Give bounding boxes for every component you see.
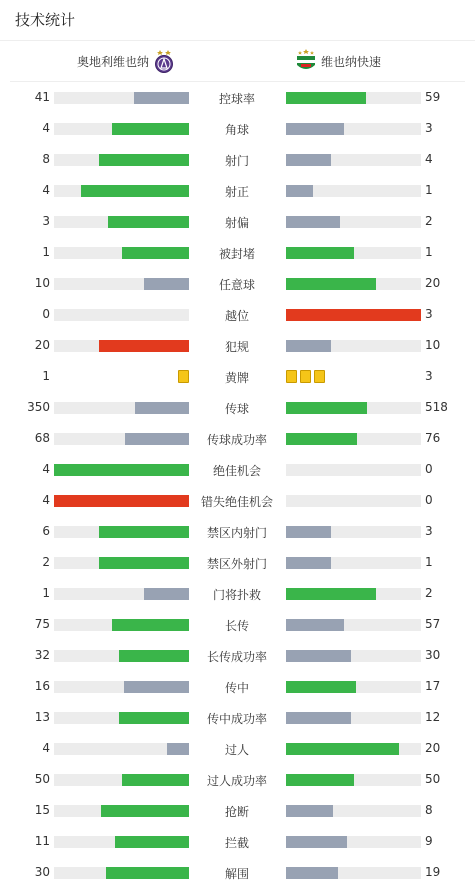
away-bar-fill [286,588,376,600]
stat-label: 过人成功率 [206,774,267,788]
stat-label: 长传 [224,619,249,633]
away-value: 1 [425,245,433,259]
stat-label: 禁区内射门 [206,526,267,540]
away-bar-track [286,526,421,538]
away-value: 0 [425,462,433,476]
away-value: 2 [425,586,433,600]
home-value: 4 [42,462,50,476]
away-value: 3 [425,524,433,538]
stat-row [0,454,475,485]
stat-row [0,113,475,144]
away-bar-track [286,464,421,476]
stat-row [0,671,475,702]
away-value: 17 [425,679,441,693]
stat-row [0,330,475,361]
away-bar-track [286,650,421,662]
away-yellow-cards [286,370,325,383]
away-value: 3 [425,121,433,135]
home-bar-track [54,402,189,414]
home-yellow-cards [178,370,189,383]
stat-label: 错失绝佳机会 [200,495,273,509]
away-bar-fill [286,712,351,724]
home-bar-track [54,588,189,600]
home-value: 32 [34,648,50,662]
home-value: 41 [34,90,50,104]
home-team-crest-icon [153,49,175,73]
home-value: 15 [34,803,50,817]
home-bar-fill [112,619,189,631]
away-bar-fill [286,123,344,135]
away-bar-fill [286,774,354,786]
away-bar-track [286,805,421,817]
away-bar-track [286,309,421,321]
home-value: 50 [34,772,50,786]
home-value: 1 [42,245,50,259]
stat-row [0,175,475,206]
stat-label: 门将扑救 [212,588,261,602]
away-value: 2 [425,214,433,228]
home-bar-fill [54,495,189,507]
away-value: 50 [425,772,441,786]
away-bar-track [286,743,421,755]
stat-label: 长传成功率 [206,650,267,664]
home-bar-track [54,495,189,507]
home-bar-fill [144,588,189,600]
away-bar-track [286,774,421,786]
home-bar-track [54,867,189,879]
home-value: 6 [42,524,50,538]
away-bar-fill [286,402,367,414]
stat-row [0,795,475,826]
stat-label: 角球 [224,123,249,137]
stat-label: 射门 [224,154,249,168]
stat-label: 拦截 [224,836,249,850]
stat-label: 任意球 [218,278,255,292]
away-value: 518 [425,400,448,414]
away-value: 3 [425,369,433,383]
away-value: 10 [425,338,441,352]
home-value: 16 [34,679,50,693]
yellow-card-icon [314,370,325,383]
home-value: 4 [42,741,50,755]
stat-row [0,392,475,423]
stat-label: 传球 [224,402,249,416]
stat-label: 射正 [224,185,249,199]
away-bar-track [286,588,421,600]
home-value: 8 [42,152,50,166]
home-bar-fill [54,464,189,476]
stat-row [0,144,475,175]
stat-label: 被封堵 [218,247,255,261]
stat-label: 解围 [224,867,249,881]
away-bar-fill [286,557,331,569]
home-bar-fill [122,774,190,786]
home-value: 10 [34,276,50,290]
home-bar-fill [101,805,189,817]
home-bar-fill [99,340,189,352]
home-bar-track [54,433,189,445]
stat-row [0,733,475,764]
away-value: 76 [425,431,441,445]
stat-label: 越位 [224,309,249,323]
yellow-card-icon [178,370,189,383]
stat-row [0,299,475,330]
stat-row [0,857,475,888]
yellow-card-icon [286,370,297,383]
away-value: 57 [425,617,441,631]
away-value: 19 [425,865,441,879]
home-value: 13 [34,710,50,724]
home-bar-track [54,154,189,166]
home-value: 350 [27,400,50,414]
stat-label: 抢断 [224,805,249,819]
away-team[interactable] [291,41,381,81]
home-value: 1 [42,586,50,600]
home-value: 4 [42,121,50,135]
home-team-name: 奥地利维也纳 [76,54,149,69]
home-bar-fill [106,867,189,879]
stat-row [0,547,475,578]
page-title: 技术统计 [0,0,475,41]
away-bar-fill [286,650,351,662]
stat-label: 传中成功率 [206,712,267,726]
stat-row [0,609,475,640]
away-bar-fill [286,216,340,228]
away-bar-track [286,712,421,724]
yellow-card-icon [300,370,311,383]
away-value: 0 [425,493,433,507]
home-bar-track [54,340,189,352]
home-bar-fill [115,836,189,848]
away-bar-track [286,867,421,879]
home-value: 11 [34,834,50,848]
stat-row [0,764,475,795]
away-bar-fill [286,805,333,817]
home-bar-fill [122,247,190,259]
away-value: 8 [425,803,433,817]
home-bar-track [54,123,189,135]
home-value: 1 [42,369,50,383]
stat-row [0,516,475,547]
away-bar-track [286,433,421,445]
stat-label: 传球成功率 [206,433,267,447]
home-value: 0 [42,307,50,321]
away-value: 1 [425,555,433,569]
away-value: 20 [425,741,441,755]
stat-row [0,640,475,671]
home-bar-fill [112,123,189,135]
stat-row [0,485,475,516]
home-value: 20 [34,338,50,352]
away-value: 59 [425,90,441,104]
stat-label: 传中 [224,681,249,695]
away-value: 4 [425,152,433,166]
away-bar-fill [286,309,421,321]
stat-label: 射偏 [224,216,249,230]
home-value: 4 [42,183,50,197]
away-value: 9 [425,834,433,848]
home-bar-fill [99,154,189,166]
stat-row [0,423,475,454]
away-bar-track [286,836,421,848]
away-value: 12 [425,710,441,724]
away-bar-track [286,681,421,693]
away-bar-fill [286,154,331,166]
home-bar-track [54,774,189,786]
away-bar-track [286,154,421,166]
home-bar-track [54,805,189,817]
home-bar-track [54,557,189,569]
home-value: 68 [34,431,50,445]
away-bar-track [286,185,421,197]
home-bar-track [54,464,189,476]
home-bar-track [54,216,189,228]
away-bar-track [286,495,421,507]
stat-row [0,268,475,299]
away-team-crest-icon [295,49,317,73]
away-team-name: 维也纳快速 [321,54,382,69]
away-bar-fill [286,433,357,445]
home-bar-track [54,92,189,104]
away-value: 30 [425,648,441,662]
home-bar-fill [135,402,189,414]
home-bar-track [54,681,189,693]
away-value: 3 [425,307,433,321]
stat-row [0,702,475,733]
home-team[interactable] [77,41,179,81]
away-bar-track [286,619,421,631]
home-bar-fill [99,557,189,569]
away-bar-track [286,340,421,352]
home-bar-fill [134,92,189,104]
home-value: 4 [42,493,50,507]
away-bar-fill [286,743,399,755]
home-bar-track [54,185,189,197]
away-bar-fill [286,836,347,848]
away-bar-fill [286,185,313,197]
home-bar-track [54,743,189,755]
stat-label: 犯规 [224,340,249,354]
away-bar-fill [286,681,356,693]
home-bar-track [54,619,189,631]
away-bar-fill [286,867,338,879]
away-value: 1 [425,183,433,197]
away-bar-fill [286,247,354,259]
home-bar-fill [144,278,189,290]
home-bar-track [54,247,189,259]
home-value: 30 [34,865,50,879]
home-bar-track [54,712,189,724]
stat-row [0,82,475,113]
home-bar-fill [81,185,189,197]
away-bar-track [286,402,421,414]
home-value: 2 [42,555,50,569]
away-bar-track [286,557,421,569]
home-bar-fill [99,526,189,538]
home-bar-track [54,526,189,538]
home-bar-track [54,309,189,321]
home-bar-track [54,650,189,662]
stat-row [0,361,475,392]
away-bar-fill [286,92,366,104]
away-value: 20 [425,276,441,290]
home-value: 3 [42,214,50,228]
away-bar-fill [286,526,331,538]
home-bar-fill [119,712,189,724]
home-bar-fill [108,216,189,228]
stat-row [0,826,475,857]
away-bar-track [286,216,421,228]
teams-header [10,41,465,82]
home-bar-fill [167,743,190,755]
stat-row [0,578,475,609]
home-bar-fill [125,433,189,445]
home-bar-fill [124,681,189,693]
away-bar-fill [286,340,331,352]
stat-label: 黄牌 [224,371,249,385]
away-bar-track [286,123,421,135]
stat-label: 控球率 [218,92,255,106]
away-bar-track [286,247,421,259]
stat-label: 过人 [224,743,249,757]
home-bar-track [54,278,189,290]
away-bar-track [286,278,421,290]
stat-label: 绝佳机会 [212,464,261,478]
stat-row [0,206,475,237]
away-bar-track [286,92,421,104]
stat-label: 禁区外射门 [206,557,267,571]
home-bar-track [54,836,189,848]
home-bar-fill [119,650,189,662]
stat-row [0,237,475,268]
away-bar-fill [286,619,344,631]
away-bar-fill [286,278,376,290]
home-value: 75 [34,617,50,631]
